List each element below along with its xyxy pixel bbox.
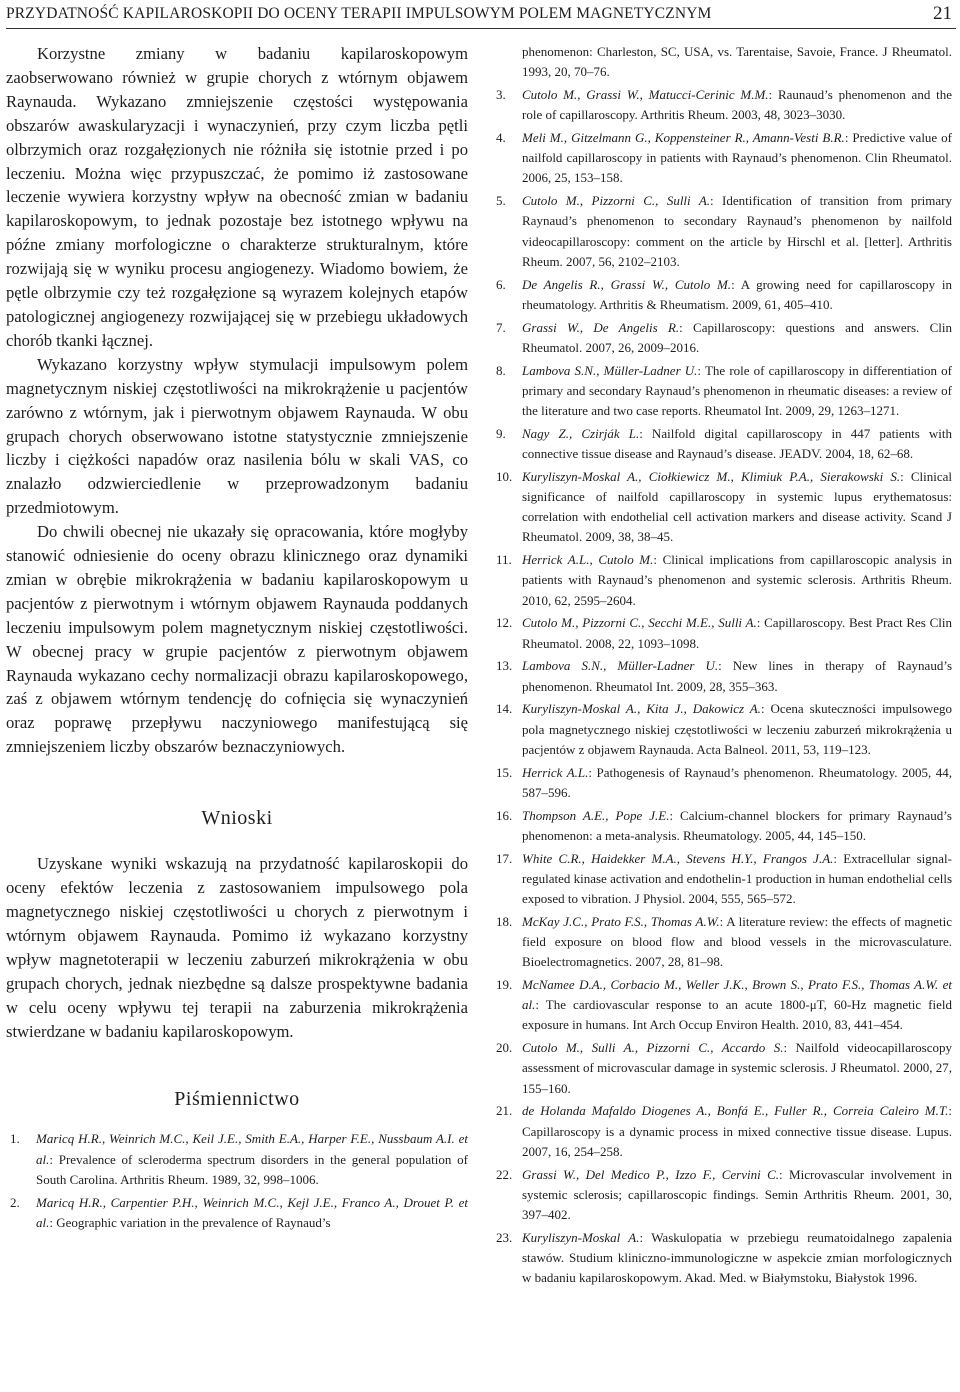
running-title: PRZYDATNOŚĆ KAPILAROSKOPII DO OCENY TERAPII IMPULSOWYM POLEM MAGNETYCZNYM	[6, 5, 712, 22]
running-head	[6, 2, 956, 29]
reference-text: : Geographic variation in the prevalence of Raynaud’s	[49, 1214, 331, 1230]
conclusions-paragraph: Uzyskane wyniki wskazują na przydatność kapilaroskopii do oceny efektów leczenia z zastosowaniem impulsowego pola magnetycznego niskiej częstotliwości u chorych z pierwotnym i wtórnym objawem Raynauda. Pomimo iż wykazano korzystny wpływ magnetoterapii w leczeniu zaburzeń mikrokrążenia w obu grupach chorych, jednak niezbędne są dalsze prospektywne badania w celu oceny wpływu tej terapii na zaburzenia mikrokrążenia stwierdzane w badaniu kapilaroskopowym.	[6, 854, 468, 1041]
reference-authors: Cutolo M., Pizzorni C., Secchi M.E., Sulli A.	[522, 615, 757, 631]
reference-4	[492, 128, 952, 189]
reference-2	[6, 1193, 468, 1233]
reference-text: : Capillaroscopy is a dynamic process in mixed connective tissue disease. Lupus. 2007, 16, 254–258.	[522, 1103, 952, 1159]
reference-number: 11.	[496, 552, 512, 568]
reference-authors: Cutolo M., Sulli A., Pizzorni C., Accardo S.	[522, 1040, 784, 1056]
reference-authors: McNamee D.A., Corbacio M., Weller J.K., Brown S., Prato F.S., Thomas A.W. et al.	[522, 977, 952, 1013]
reference-text: : Clinical significance of nailfold capillaroscopy in systemic lupus erythematosus: correlation with endothelial cell activation markers and disease activity. Scand J Rheumatol. 2009, 38, 38–45.	[522, 468, 952, 545]
reference-authors: Lambova S.N., Müller-Ladner U.	[522, 362, 698, 378]
reference-1	[6, 1129, 468, 1190]
left-column	[6, 42, 468, 1236]
reference-7	[492, 318, 952, 358]
reference-authors: Thompson A.E., Pope J.E.	[522, 807, 670, 823]
reference-19	[492, 975, 952, 1036]
reference-number: 13.	[496, 658, 513, 674]
reference-number: 6.	[496, 276, 506, 292]
reference-number: 21.	[496, 1103, 513, 1119]
reference-number: 9.	[496, 425, 506, 441]
reference-18	[492, 912, 952, 973]
reference-number: 20.	[496, 1040, 513, 1056]
reference-authors: Maricq H.R., Weinrich M.C., Keil J.E., Smith E.A., Harper F.E., Nussbaum A.I. et al.	[36, 1131, 468, 1167]
reference-number: 3.	[496, 87, 506, 102]
reference-authors: Kuryliszyn-Moskal A., Ciołkiewicz M., Klimiuk P.A., Sierakowski S.	[522, 468, 901, 484]
reference-number: 4.	[496, 130, 506, 145]
reference-text: : The cardiovascular response to an acute 1800-μT, 60-Hz magnetic field exposure in humans. Int Arch Occup Environ Health. 2010, 83, 441–454.	[522, 997, 952, 1033]
reference-20	[492, 1038, 952, 1099]
reference-8	[492, 361, 952, 422]
reference-10	[492, 467, 952, 548]
reference-authors: Lambova S.N., Müller-Ladner U.	[522, 658, 719, 674]
reference-list-left	[6, 1129, 468, 1233]
reference-text: : A growing need for capillaroscopy in rheumatology. Arthritis & Rheumatism. 2009, 61, 405–410.	[522, 276, 952, 312]
reference-text: : Pathogenesis of Raynaud’s phenomenon. Rheumatology. 2005, 44, 587–596.	[522, 764, 952, 800]
reference-number: 1.	[10, 1131, 20, 1147]
reference-text: : Nailfold digital capillaroscopy in 447 patients with connective tissue disease and Raynaud’s disease. JEADV. 2004, 18, 62–68.	[522, 425, 952, 462]
reference-text: : Nailfold videocapillaroscopy assessment of microvascular damage in systemic sclerosis. J Rheumatol. 2000, 27, 155–160.	[522, 1040, 952, 1096]
reference-number: 16.	[496, 807, 513, 823]
reference-number: 2.	[10, 1194, 20, 1210]
page-number: 21	[933, 3, 952, 24]
reference-number: 7.	[496, 319, 506, 335]
reference-text: : Raunaud’s phenomenon and the role of capillaroscopy. Arthritis Rheum. 2003, 48, 3023–3030.	[522, 87, 952, 123]
reference-number: 5.	[496, 193, 506, 209]
reference-2-continuation: phenomenon: Charleston, SC, USA, vs. Tarentaise, Savoie, France. J Rheumatol. 1993, 20, 70–76.	[522, 44, 952, 80]
reference-9	[492, 424, 952, 464]
references-heading: Piśmiennictwo	[174, 1088, 300, 1111]
reference-number: 12.	[496, 615, 513, 631]
reference-authors: McKay J.C., Prato F.S., Thomas A.W.	[522, 913, 720, 929]
reference-authors: Cutolo M., Grassi W., Matucci-Cerinic M.M.	[522, 87, 769, 102]
reference-text: : A literature review: the effects of magnetic field exposure on blood flow and blood vessels in the microvasculature. Bioelectromagnetics. 2007, 28, 81–98.	[522, 913, 952, 970]
reference-authors: Grassi W., De Angelis R.	[522, 319, 680, 335]
reference-5	[492, 191, 952, 272]
reference-text: : Microvascular involvement in systemic sclerosis; capillaroscopic findings. Semin Arthritis Rheum. 2001, 30, 397–402.	[522, 1166, 952, 1223]
reference-authors: White C.R., Haidekker M.A., Stevens H.Y., Frangos J.A.	[522, 850, 834, 866]
reference-3	[492, 85, 952, 125]
reference-17	[492, 849, 952, 910]
reference-15	[492, 763, 952, 803]
reference-text: : Waskulopatia w przebiegu reumatoidalnego zapalenia stawów. Studium kliniczno-immunologiczne w aspekcie zmian morfologicznych w badaniu kapilaroskopowym. Akad. Med. w Białymstoku, Białystok 1996.	[522, 1229, 952, 1286]
right-column	[492, 42, 952, 1291]
reference-text: : Prevalence of scleroderma spectrum disorders in the general population of South Carolina. Arthritis Rheum. 1989, 32, 998–1006.	[36, 1151, 468, 1187]
reference-text: : New lines in therapy of Raynaud’s phenomenon. Rheumatol Int. 2009, 28, 355–363.	[522, 658, 952, 694]
reference-6	[492, 275, 952, 315]
reference-22	[492, 1165, 952, 1226]
reference-text: : Clinical implications from capillaroscopic analysis in patients with Raynaud’s phenomenon and systemic sclerosis. Arthritis Rheum. 2010, 62, 2595–2604.	[522, 552, 952, 608]
reference-number: 19.	[496, 977, 513, 993]
reference-number: 15.	[496, 764, 513, 780]
reference-12	[492, 613, 952, 653]
reference-text: : Calcium-channel blockers for primary Raynaud’s phenomenon: a meta-analysis. Rheumatology. 2005, 44, 145–150.	[522, 807, 952, 843]
reference-authors: Kuryliszyn-Moskal A.	[522, 1229, 640, 1245]
reference-11	[492, 550, 952, 611]
body-paragraph-1: Korzystne zmiany w badaniu kapilaroskopowym zaobserwowano również w grupie chorych z wtórnym objawem Raynauda. Wykazano zmniejszenie częstości występowania obszarów awaskularyzacji i wynaczynień, przy czym liczba pętli olbrzymich oraz rozgałęzionych nie różniła się istotnie przed i po leczeniu. Można więc przypuszczać, że pomimo iż zastosowane leczenie wywiera korzystny wpływ na obecność zmian w badaniu kapilaroskopowym, to jednak pozostaje bez istotnego wpływu na późne zmiany morfologiczne o charakterze strukturalnym, które rozwijają się w wyniku procesu angiogenezy. Wiadomo bowiem, że pętle olbrzymie czy też rozgałęzione są wyrazem kolejnych etapów patologicznej angiogenezy rozwijającej się w przebiegu układowych chorób tkanki łącznej.	[6, 44, 468, 350]
reference-authors: Meli M., Gitzelmann G., Koppensteiner R., Amann-Vesti B.R.	[522, 130, 845, 145]
reference-16	[492, 806, 952, 846]
reference-authors: Cutolo M., Pizzorni C., Sulli A.	[522, 193, 711, 209]
reference-number: 14.	[496, 701, 513, 717]
reference-number: 8.	[496, 362, 506, 378]
reference-text: : Predictive value of nailfold capillaroscopy in patients with Raynaud’s phenomenon. Clin Rheumatol. 2006, 25, 153–158.	[522, 130, 952, 186]
reference-text: : Identification of transition from primary Raynaud’s phenomenon to secondary Raynaud’s phenomenon by nailfold videocapillaroscopy: comment on the article by Hirschl et al. [letter]. Arthritis Rheum. 2007, 56, 2102–2103.	[522, 193, 952, 269]
reference-authors: Nagy Z., Czirják L.	[522, 425, 640, 441]
reference-text: : The role of capillaroscopy in differentiation of primary and secondary Raynaud’s phenomenon in rheumatic diseases: a review of the literature and two case reports. Rheumatol Int. 2009, 29, 1263–1271.	[522, 362, 952, 419]
reference-authors: Herrick A.L.	[522, 764, 589, 780]
body-paragraph-3: Do chwili obecnej nie ukazały się opracowania, które mogłyby stanowić odniesienie do oceny obrazu klinicznego oraz dynamiki zmian w obrębie mikrokrążenia w badaniu kapilaroskopowym u pacjentów z pierwotnym i wtórnym objawem Raynauda poddanych leczeniu impulsowym polem magnetycznym niskiej częstotliwości. W obecnej pracy w grupie pacjentów z pierwotnym objawem Raynauda wykazano cechy normalizacji obrazu kapilaroskopowego, zaś z objawem wtórnym tendencję do cofnięcia się wynaczynień oraz poprawę przepływu naczyniowego manifestującą się zmniejszeniem liczby obszarów beznaczyniowych.	[6, 522, 468, 757]
reference-text: : Capillaroscopy: questions and answers. Clin Rheumatol. 2007, 26, 2009–2016.	[522, 319, 952, 355]
reference-number: 17.	[496, 850, 513, 866]
reference-number: 10.	[496, 468, 513, 484]
reference-21	[492, 1101, 952, 1162]
reference-number: 23.	[496, 1229, 513, 1245]
reference-authors: Grassi W., Del Medico P., Izzo F., Cervini C.	[522, 1166, 780, 1182]
reference-13	[492, 656, 952, 696]
reference-text: : Capillaroscopy. Best Pract Res Clin Rheumatol. 2008, 22, 1093–1098.	[522, 615, 952, 651]
reference-authors: Maricq H.R., Carpentier P.H., Weinrich M.C., Kejl J.E., Franco A., Drouet P. et al.	[36, 1194, 468, 1230]
reference-14	[492, 699, 952, 760]
reference-23	[492, 1228, 952, 1289]
reference-text: : Ocena skuteczności impulsowego pola magnetycznego niskiej częstotliwości w leczeniu zaburzeń mikrokrążenia u pacjentów z objawem Raynauda. Acta Balneol. 2011, 53, 119–123.	[522, 701, 952, 757]
reference-authors: De Angelis R., Grassi W., Cutolo M.	[522, 276, 732, 292]
reference-authors: Kuryliszyn-Moskal A., Kita J., Dakowicz A.	[522, 701, 761, 717]
reference-authors: de Holanda Mafaldo Diogenes A., Bonfá E., Fuller R., Correia Caleiro M.T.	[522, 1103, 949, 1119]
body-paragraph-2: Wykazano korzystny wpływ stymulacji impulsowym polem magnetycznym niskiej częstotliwości na mikrokrążenie u pacjentów zarówno z wtórnym, jak i pierwotnym objawem Raynauda. W obu grupach chorych obserwowano istotne statystycznie zmniejszenie liczby i ciężkości napadów oraz nasilenia bólu w skali VAS, co znalazło odzwierciedlenie w przeprowadzonym badaniu przedmiotowym.	[6, 354, 468, 518]
reference-number: 22.	[496, 1166, 513, 1182]
reference-list-right	[492, 85, 952, 1288]
reference-authors: Herrick A.L., Cutolo M.	[522, 552, 654, 568]
conclusions-heading: Wnioski	[201, 807, 273, 830]
reference-text: : Extracellular signal-regulated kinase activation and endothelin-1 production in human endothelial cells exposed to vibration. J Physiol. 2004, 555, 565–572.	[522, 850, 952, 907]
reference-number: 18.	[496, 913, 513, 929]
